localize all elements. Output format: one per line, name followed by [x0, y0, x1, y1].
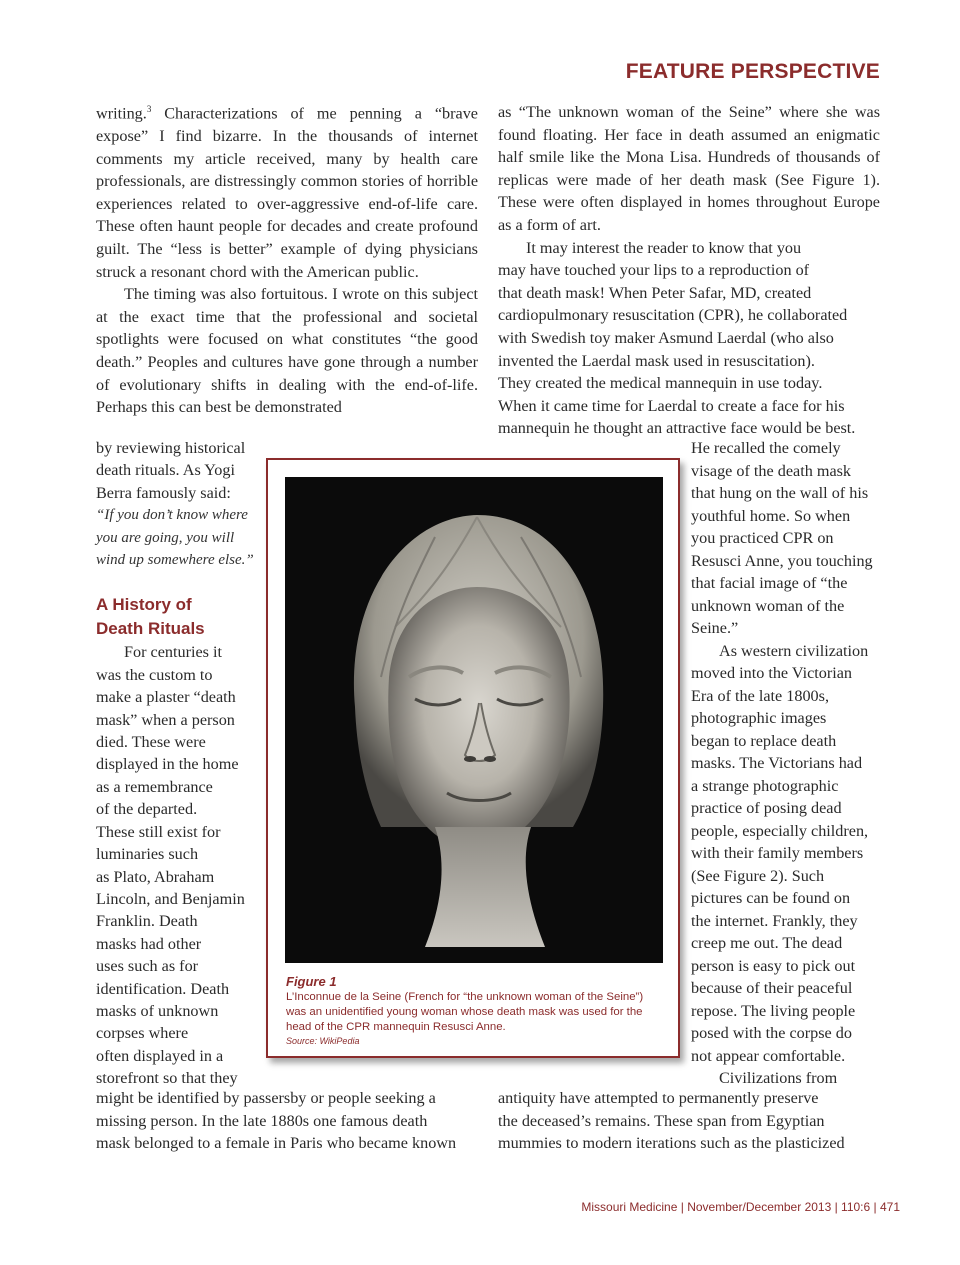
caption-line: head of the CPR mannequin Resusci Anne. — [286, 1021, 506, 1033]
figure-1 — [266, 458, 680, 1058]
figure-label: Figure 1 — [286, 974, 337, 989]
right-p2-line: may have touched your lips to a reproduction of — [498, 261, 810, 280]
right-paragraph-1: as “The unknown woman of the Seine” where she was found floating. Her face in death assumed an enigmatic half smile like the Mona Lisa. Hundreds of thousands of replicas were made of her death mask (See Figure 1). These were often displayed in homes throughout Europe as a form of art. — [498, 103, 880, 234]
left-paragraph-1 — [96, 98, 478, 283]
narrow-line: the internet. Frankly, they — [691, 911, 858, 930]
bottom-line: might be identified by passersby or people seeking a — [96, 1089, 436, 1107]
bottom-line: the deceased’s remains. These span from Egyptian — [498, 1111, 825, 1130]
left-narrow-column — [96, 437, 256, 1090]
narrow-line: that facial image of “the — [691, 574, 848, 592]
section-header: FEATURE PERSPECTIVE — [625, 60, 880, 83]
right-column-bottom — [498, 1087, 880, 1155]
section-title-line: Death Rituals — [96, 619, 205, 639]
section-line: Franklin. Death — [96, 912, 198, 931]
narrow-line: creep me out. The dead — [691, 934, 843, 952]
narrow-line: death rituals. As Yogi — [96, 461, 235, 480]
right-column-top — [498, 101, 880, 440]
narrow-line: people, especially children, — [691, 821, 869, 840]
section-line: These still exist for — [96, 822, 221, 841]
left-paragraph-2: The timing was also fortuitous. I wrote on this subject at the exact time that the professional and societal spotlights were focused on what constitutes “the good death.” Peoples and cultures have gone through a number of evolutionary shifts in dealing with the end-of-life. Perhaps this can best be demonstrated — [96, 285, 478, 417]
section-line: For centuries it — [124, 643, 223, 662]
right-p2-line: that death mask! When Peter Safar, MD, created — [498, 283, 812, 302]
narrow-line: Civilizations from — [719, 1069, 838, 1087]
section-line: identification. Death — [96, 979, 230, 998]
right-p2-line: When it came time for Laerdal to create a face for his — [498, 396, 845, 415]
section-line: luminaries such — [96, 845, 199, 864]
narrow-line: practice of posing dead — [691, 799, 842, 817]
narrow-line: not appear comfortable. — [691, 1046, 846, 1065]
left-column-top — [96, 98, 478, 419]
narrow-line: that hung on the wall of his — [691, 484, 869, 502]
right-p2-line: They created the medical mannequin in use today. — [498, 374, 823, 393]
quote-line: “If you don’t know where — [96, 507, 248, 524]
section-line: of the departed. — [96, 800, 198, 819]
quote-line: wind up somewhere else.” — [96, 552, 254, 569]
section-line: was the custom to — [96, 665, 213, 684]
narrow-line: you practiced CPR on — [691, 529, 834, 547]
caption-line: was an unidentified young woman whose death mask was used for the — [286, 1006, 643, 1018]
section-line: as a remembrance — [96, 777, 213, 796]
section-line: uses such as for — [96, 957, 199, 976]
narrow-line: visage of the death mask — [691, 461, 852, 480]
section-line: Lincoln, and Benjamin — [96, 889, 245, 908]
section-line: died. These were — [96, 733, 206, 752]
death-mask-photo — [285, 477, 663, 963]
section-line: storefront so that they — [96, 1069, 238, 1088]
section-line: corpses where — [96, 1024, 189, 1043]
footnote-ref: 3 — [146, 104, 152, 114]
narrow-line: person is easy to pick out — [691, 956, 856, 975]
caption-line: L’Inconnue de la Seine (French for “the unknown woman of the Seine”) — [286, 991, 644, 1003]
narrow-line: Seine.” — [691, 619, 739, 637]
figure-caption — [286, 973, 666, 1047]
narrow-line: because of their peaceful — [691, 979, 853, 997]
right-p2-line: with Swedish toy maker Asmund Laerdal (who also — [498, 328, 834, 347]
narrow-line: a strange photographic — [691, 776, 839, 795]
narrow-line: pictures can be found on — [691, 889, 851, 907]
section-title-line: A History of — [96, 595, 192, 615]
narrow-line: Era of the late 1800s, — [691, 686, 829, 705]
narrow-line: repose. The living people — [691, 1001, 856, 1020]
narrow-line: Berra famously said: — [96, 483, 231, 502]
figure-source: Source: WikiPedia — [286, 1036, 360, 1046]
section-line: often displayed in a — [96, 1046, 224, 1065]
right-narrow-column — [691, 437, 883, 1090]
right-p2-line: invented the Laerdal mask used in resuscitation). — [498, 351, 815, 370]
bottom-line: mask belonged to a female in Paris who became known — [96, 1134, 457, 1153]
narrow-line: He recalled the comely — [691, 439, 841, 457]
section-line: as Plato, Abraham — [96, 867, 215, 886]
section-line: make a plaster “death — [96, 688, 236, 707]
bottom-line: missing person. In the late 1880s one famous death — [96, 1111, 428, 1130]
narrow-line: posed with the corpse do — [691, 1024, 852, 1042]
narrow-line: As western civilization — [719, 641, 869, 660]
bottom-line: mummies to modern iterations such as the plasticized — [498, 1134, 845, 1153]
right-p2-line: It may interest the reader to know that you — [526, 238, 802, 257]
narrow-line: with their family members — [691, 844, 864, 862]
narrow-line: moved into the Victorian — [691, 664, 853, 682]
section-line: masks had other — [96, 934, 202, 953]
narrow-line: (See Figure 2). Such — [691, 866, 825, 885]
narrow-line: by reviewing historical — [96, 439, 246, 457]
narrow-line: youthful home. So when — [691, 506, 851, 525]
p1-start: writing. — [96, 104, 147, 123]
narrow-line: unknown woman of the — [691, 596, 845, 615]
right-p2-line: cardiopulmonary resuscitation (CPR), he collaborated — [498, 306, 848, 325]
p1-rest: Characterizations of me penning a “brave expose” I find bizarre. In the thousands of internet comments my article received, many by health care professionals, are distressingly common stories of horrible experiences related to over-aggressive end-of-life care. These often haunt people for decades and create profound guilt. The “less is better” example of dying physicians struck a resonant chord with the American public. — [96, 104, 478, 281]
right-p2-line: mannequin he thought an attractive face would be best. — [498, 419, 856, 438]
left-column-bottom — [96, 1087, 478, 1155]
section-line: mask” when a person — [96, 710, 235, 729]
page-footer: Missouri Medicine | November/December 2013 | 110:6 | 471 — [581, 1200, 900, 1214]
narrow-line: Resusci Anne, you touching — [691, 551, 873, 570]
narrow-line: photographic images — [691, 709, 827, 727]
narrow-line: began to replace death — [691, 731, 837, 750]
section-line: masks of unknown — [96, 1001, 219, 1020]
quote-line: you are going, you will — [96, 529, 235, 546]
bottom-line: antiquity have attempted to permanently preserve — [498, 1089, 819, 1107]
narrow-line: masks. The Victorians had — [691, 754, 863, 772]
section-line: displayed in the home — [96, 755, 239, 774]
section-title — [96, 593, 256, 641]
death-mask-image — [285, 477, 663, 963]
